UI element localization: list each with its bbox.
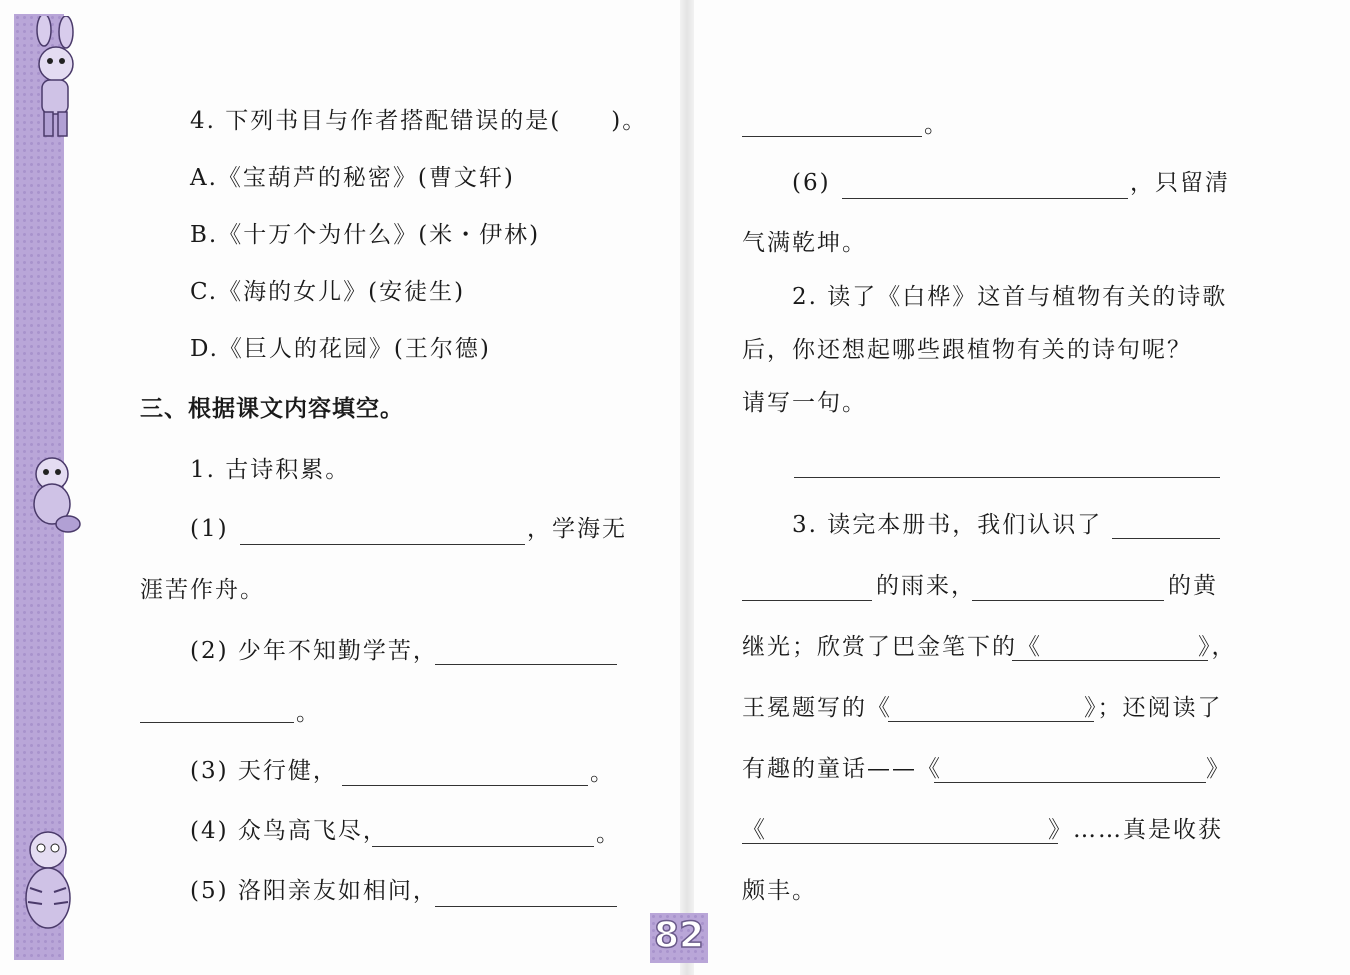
question-3-blank-6[interactable] xyxy=(934,782,1206,783)
question-3-line-1: 3. 读完本册书，我们认识了 xyxy=(792,512,1103,538)
tiger-mascot-icon xyxy=(14,822,80,940)
question-2-line-1: 2. 读了《白桦》这首与植物有关的诗歌 xyxy=(792,284,1228,310)
question-3-de-2: 的黄 xyxy=(1168,573,1218,599)
question-3-blank-5[interactable] xyxy=(888,721,1094,722)
poem-3-text: (3) 天行健， xyxy=(190,758,338,784)
question-2-answer-blank[interactable] xyxy=(794,477,1220,478)
question-3-blank-1[interactable] xyxy=(1112,538,1220,539)
poem-4-text: (4) 众鸟高飞尽， xyxy=(190,818,388,844)
section-3-heading: 三、根据课文内容填空。 xyxy=(140,396,404,422)
question-3-line-3-end: 》， xyxy=(1198,634,1237,660)
question-4-option-c: C.《海的女儿》(安徒生) xyxy=(190,279,466,305)
question-3-line-5-end: 》 xyxy=(1206,756,1231,782)
question-3-line-4a: 王冕题写的《 xyxy=(742,695,892,721)
poem-5-continuation-blank[interactable] xyxy=(742,136,922,137)
poem-6-continuation: 气满乾坤。 xyxy=(742,230,867,256)
poem-2-blank-a[interactable] xyxy=(435,664,617,665)
question-4-option-b: B.《十万个为什么》(米・伊林) xyxy=(190,222,541,248)
poem-1-tail: ，学海无 xyxy=(527,516,627,542)
question-4-stem: 4. 下列书目与作者搭配错误的是( )。 xyxy=(190,108,648,134)
question-3-line-6a: 《 xyxy=(742,817,767,843)
question-3-line-3: 继光；欣赏了巴金笔下的《 xyxy=(742,634,1042,660)
rabbit-mascot-icon xyxy=(14,16,90,142)
page-number: 82 xyxy=(653,915,705,956)
poem-5-end: 。 xyxy=(924,112,949,138)
poem-6-blank[interactable] xyxy=(842,198,1128,199)
question-3-de-1: 的雨来， xyxy=(876,573,976,599)
poem-2-text: (2) 少年不知勤学苦， xyxy=(190,638,438,664)
poem-6-number: (6) xyxy=(792,170,831,196)
question-3-blank-2[interactable] xyxy=(742,600,872,601)
poem-1-continuation: 涯苦作舟。 xyxy=(140,577,265,603)
poem-4-end: 。 xyxy=(596,821,621,847)
poem-1-number: (1) xyxy=(190,516,229,542)
question-3-blank-4[interactable] xyxy=(1012,660,1208,661)
poem-3-blank[interactable] xyxy=(342,785,588,786)
raccoon-mascot-icon xyxy=(16,452,86,536)
poem-5-blank[interactable] xyxy=(435,906,617,907)
question-3-line-4b: 》；还阅读了 xyxy=(1084,695,1223,721)
question-3-line-5: 有趣的童话——《 xyxy=(742,756,942,782)
question-3-blank-3[interactable] xyxy=(972,600,1164,601)
poem-2-end: 。 xyxy=(296,700,321,726)
question-4-option-d: D.《巨人的花园》(王尔德) xyxy=(190,336,491,362)
subsection-1-title: 1. 古诗积累。 xyxy=(190,457,351,483)
poem-4-blank[interactable] xyxy=(372,846,594,847)
question-2-line-3: 请写一句。 xyxy=(742,390,867,416)
poem-3-end: 。 xyxy=(590,760,615,786)
poem-2-blank-b[interactable] xyxy=(140,722,294,723)
poem-5-text: (5) 洛阳亲友如相问， xyxy=(190,878,438,904)
question-3-blank-7[interactable] xyxy=(742,843,1058,844)
question-3-line-6b: 》……真是收获 xyxy=(1048,817,1223,843)
question-4-option-a: A.《宝葫芦的秘密》(曹文轩) xyxy=(190,165,515,191)
question-2-line-2: 后，你还想起哪些跟植物有关的诗句呢？ xyxy=(742,337,1192,363)
poem-6-tail: ，只留清 xyxy=(1130,170,1230,196)
question-3-line-7: 颇丰。 xyxy=(742,878,817,904)
poem-1-blank[interactable] xyxy=(240,544,525,545)
book-spine xyxy=(680,0,694,975)
